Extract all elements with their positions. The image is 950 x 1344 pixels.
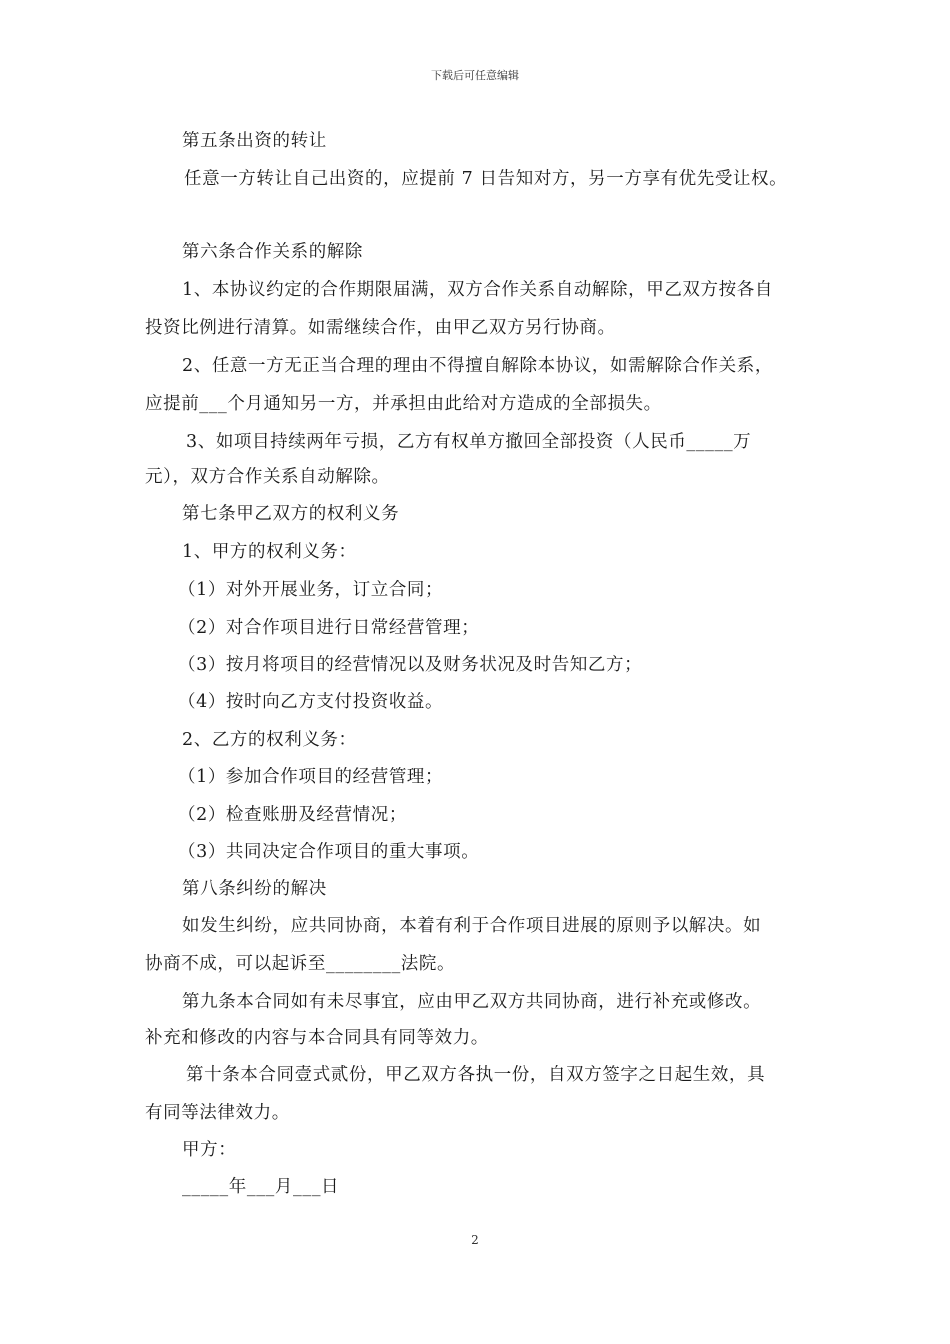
article-10-line-2: 有同等法律效力。 [145, 1103, 290, 1123]
signature-date: _____年___月___日 [182, 1177, 340, 1197]
article-6-item-2-line-2: 应提前___个月通知另一方，并承担由此给对方造成的全部损失。 [145, 394, 662, 414]
article-7-party-b-heading: 2、乙方的权利义务： [182, 730, 357, 750]
article-9-line-2: 补充和修改的内容与本合同具有同等效力。 [145, 1028, 489, 1048]
page-number: 2 [471, 1233, 479, 1247]
article-6-item-1-line-2: 投资比例进行清算。如需继续合作，由甲乙双方另行协商。 [145, 318, 616, 338]
article-6-item-3-line-1: 3、如项目持续两年亏损，乙方有权单方撤回全部投资（人民币_____万 [186, 432, 752, 452]
article-7-party-a-heading: 1、甲方的权利义务： [182, 542, 357, 562]
article-5-title: 第五条出资的转让 [182, 131, 327, 151]
article-8-title: 第八条纠纷的解决 [182, 879, 327, 899]
article-10-line-1: 第十条本合同壹式贰份，甲乙双方各执一份，自双方签字之日起生效，具 [186, 1065, 766, 1085]
article-6-item-2-line-1: 2、任意一方无正当合理的理由不得擅自解除本协议，如需解除合作关系， [182, 356, 773, 376]
article-7-party-a-item-3: （3）按月将项目的经营情况以及财务状况及时告知乙方； [178, 655, 643, 675]
article-8-text-line-2: 协商不成，可以起诉至________法院。 [145, 954, 456, 974]
article-6-title: 第六条合作关系的解除 [182, 242, 363, 262]
page-header: 下载后可任意编辑 [431, 69, 519, 82]
article-8-text-line-1: 如发生纠纷，应共同协商，本着有利于合作项目进展的原则予以解决。如 [182, 916, 762, 936]
article-7-party-b-item-2: （2）检查账册及经营情况； [178, 805, 407, 825]
article-7-party-a-item-1: （1）对外开展业务，订立合同； [178, 580, 444, 600]
article-6-item-3-line-2: 元），双方合作关系自动解除。 [145, 467, 390, 487]
article-5-text: 任意一方转让自己出资的，应提前 7 日告知对方，另一方享有优先受让权。 [184, 169, 788, 189]
party-a-signature-label: 甲方： [182, 1140, 237, 1160]
article-7-party-a-item-4: （4）按时向乙方支付投资收益。 [178, 692, 444, 712]
article-7-party-b-item-3: （3）共同决定合作项目的重大事项。 [178, 842, 480, 862]
article-7-title: 第七条甲乙双方的权利义务 [182, 504, 400, 524]
article-6-item-1-line-1: 1、本协议约定的合作期限届满，双方合作关系自动解除，甲乙双方按各自 [182, 280, 773, 300]
article-7-party-a-item-2: （2）对合作项目进行日常经营管理； [178, 618, 480, 638]
article-7-party-b-item-1: （1）参加合作项目的经营管理； [178, 767, 444, 787]
article-9-line-1: 第九条本合同如有未尽事宜，应由甲乙双方共同协商，进行补充或修改。 [182, 992, 762, 1012]
